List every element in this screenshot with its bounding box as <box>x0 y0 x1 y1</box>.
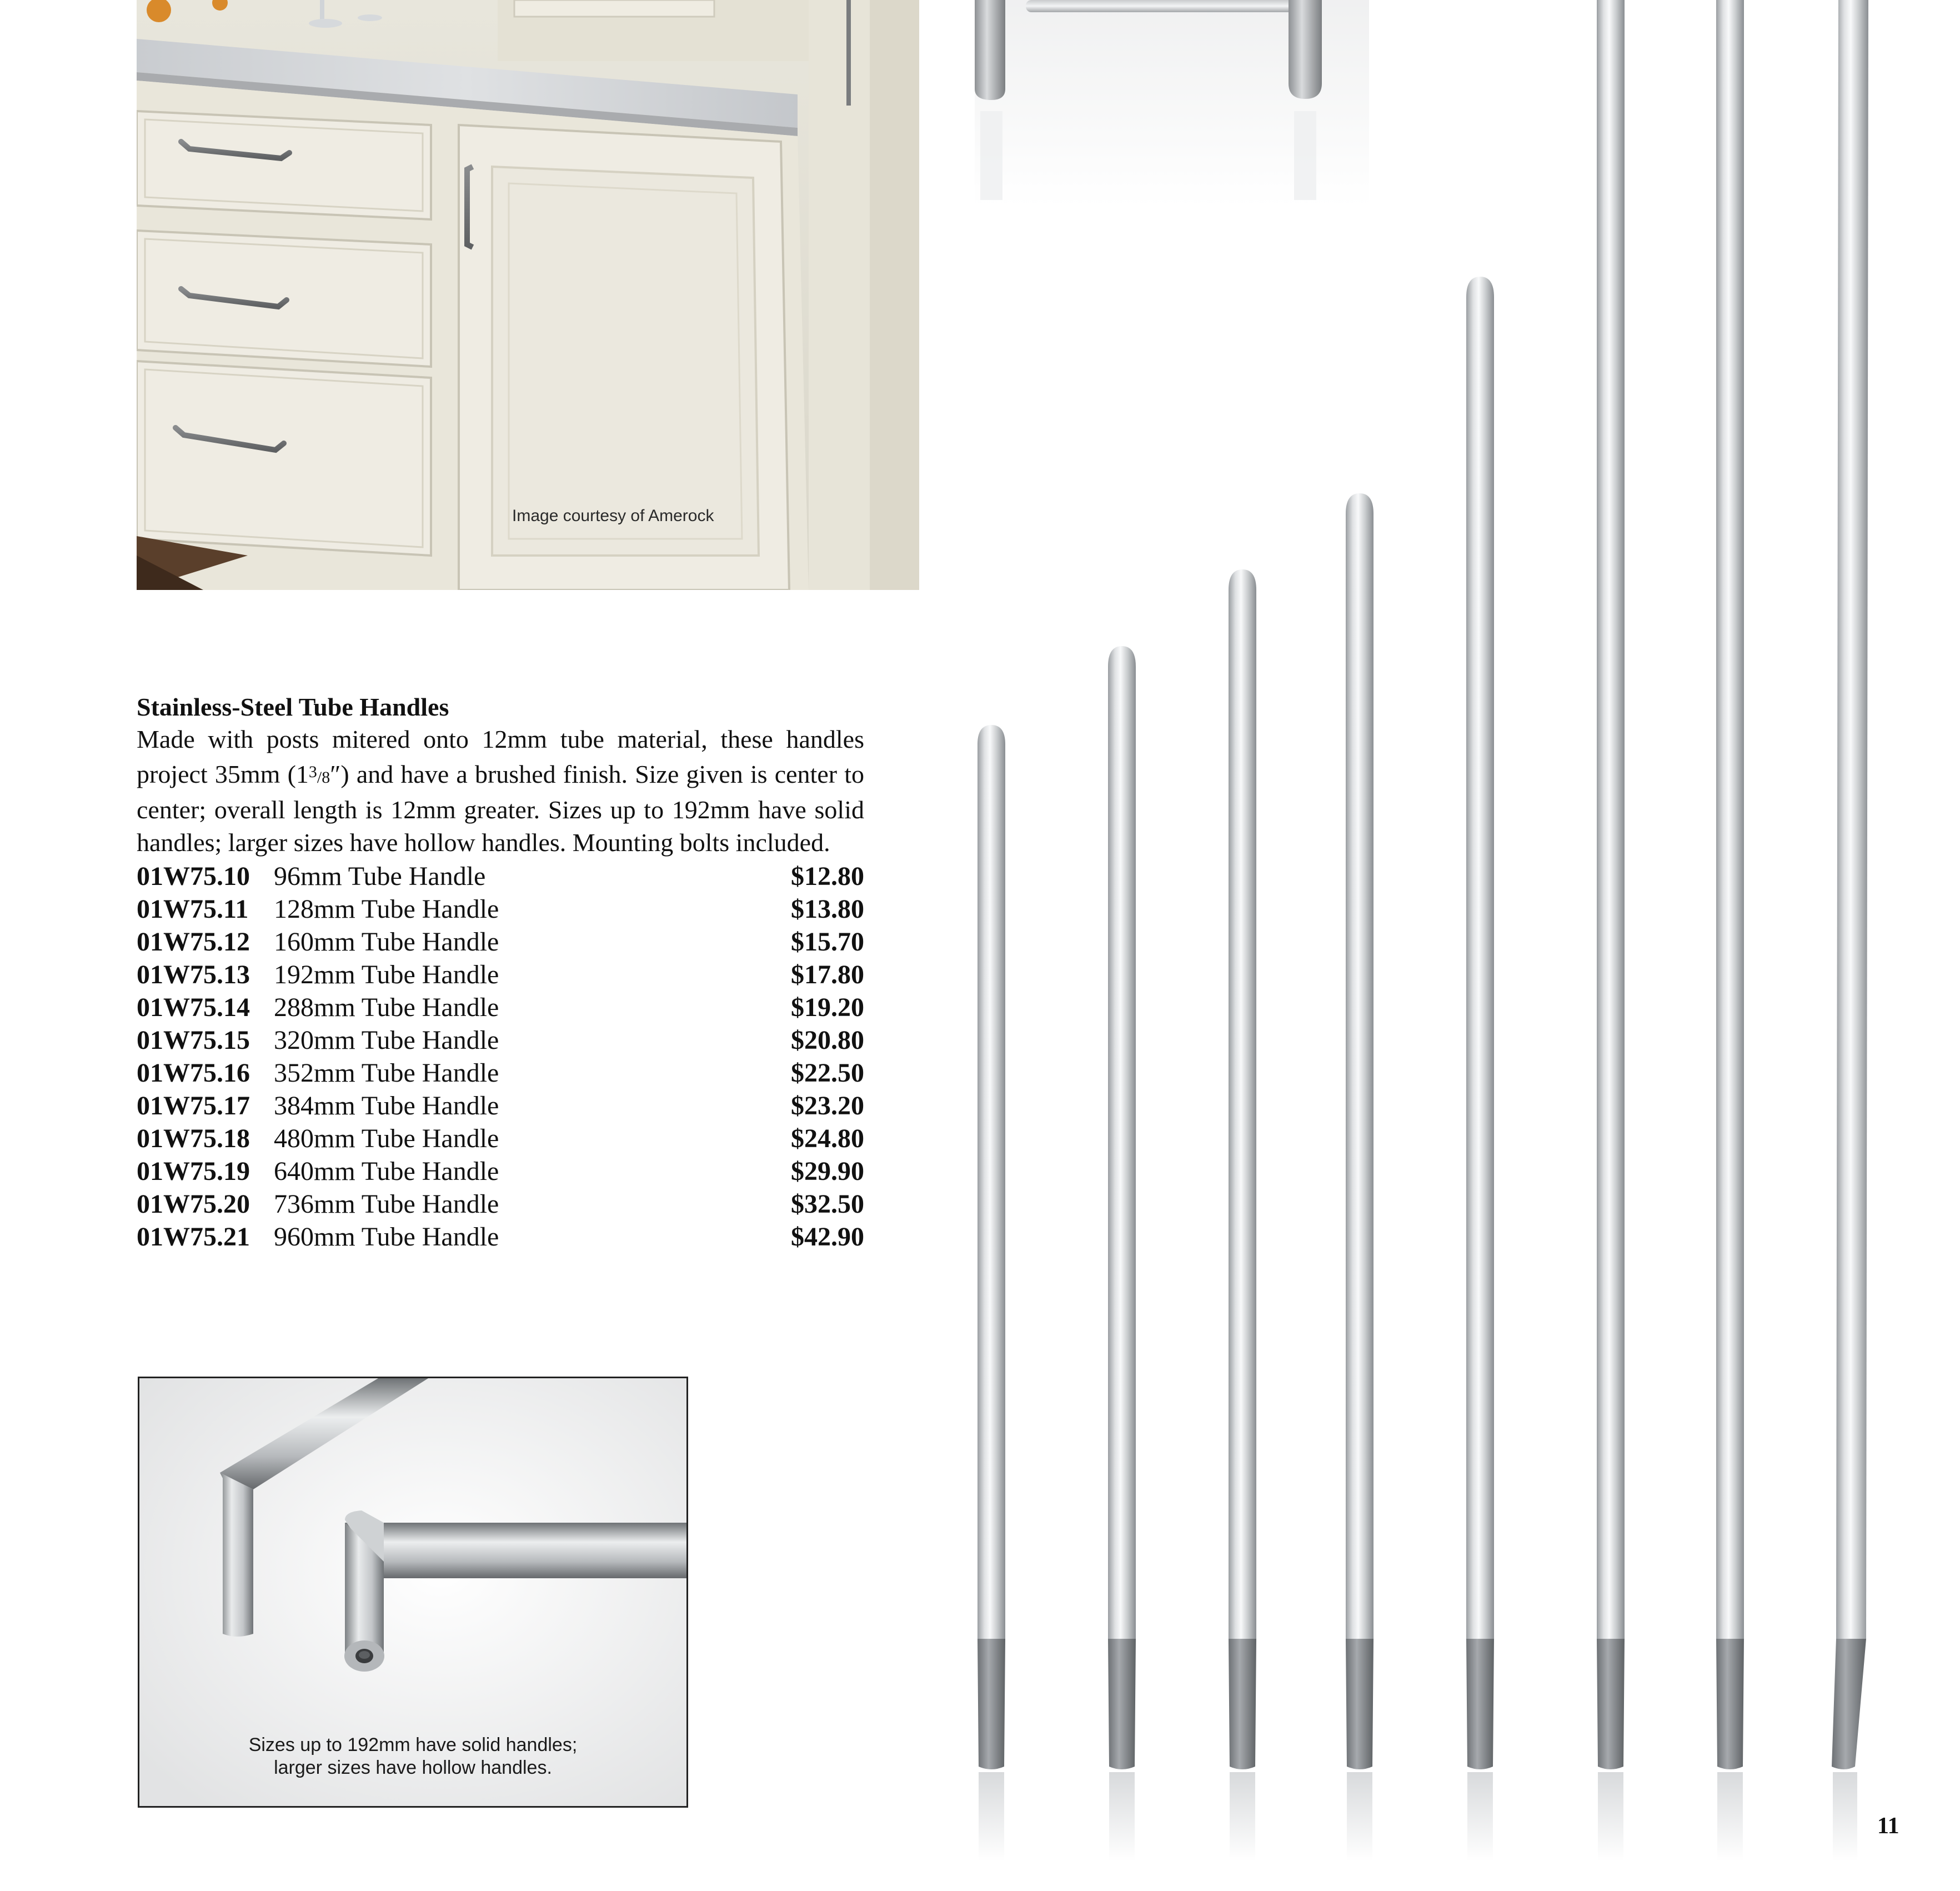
handle-rod-5 <box>1466 277 1494 1861</box>
price-row <box>137 1220 864 1253</box>
price-row <box>137 893 864 926</box>
product-title: Stainless-Steel Tube Handles <box>137 693 449 721</box>
item-sku: 01W75.15 <box>137 1025 250 1055</box>
price-row <box>137 926 864 958</box>
hollow-handle-inset <box>138 1377 688 1808</box>
item-sku: 01W75.11 <box>137 894 249 924</box>
handle-rod-6 <box>1597 0 1625 1861</box>
handle-rod-1 <box>978 725 1005 1861</box>
item-sku: 01W75.12 <box>137 927 250 957</box>
price-list <box>137 860 864 1253</box>
item-sku: 01W75.20 <box>137 1189 250 1219</box>
item-sku: 01W75.17 <box>137 1091 250 1120</box>
item-description: 960mm Tube Handle <box>274 1222 499 1252</box>
item-description: 384mm Tube Handle <box>274 1091 499 1120</box>
price-row <box>137 1188 864 1220</box>
inset-caption <box>139 1734 686 1779</box>
item-sku: 01W75.16 <box>137 1058 250 1088</box>
item-price: $13.80 <box>791 894 864 924</box>
item-price: $29.90 <box>791 1157 864 1186</box>
item-sku: 01W75.18 <box>137 1124 250 1153</box>
description-part2: ″) and have a brushed finish. Size given is center to center; overall length is 12mm greater. Sizes up to 192mm have solid handles; larger sizes have hollow handles. Mounting bolts included. <box>137 759 864 857</box>
item-price: $22.50 <box>791 1058 864 1088</box>
item-price: $17.80 <box>791 960 864 989</box>
price-row <box>137 1024 864 1057</box>
kitchen-photo <box>137 0 919 590</box>
item-sku: 01W75.13 <box>137 960 250 989</box>
price-row <box>137 1155 864 1188</box>
handle-rod-3 <box>1229 569 1256 1861</box>
item-price: $32.50 <box>791 1189 864 1219</box>
fraction-slash: / <box>317 768 322 787</box>
item-price: $19.20 <box>791 993 864 1022</box>
item-description: 160mm Tube Handle <box>274 927 499 957</box>
item-description: 736mm Tube Handle <box>274 1189 499 1219</box>
item-description: 192mm Tube Handle <box>274 960 499 989</box>
page-number: 11 <box>1877 1813 1899 1839</box>
price-row <box>137 1089 864 1122</box>
handle-rod-4 <box>1346 493 1373 1861</box>
handle-rod-2 <box>1108 646 1136 1861</box>
photo-credit: Image courtesy of Amerock <box>512 507 714 525</box>
item-price: $24.80 <box>791 1124 864 1153</box>
item-description: 320mm Tube Handle <box>274 1025 499 1055</box>
item-description: 96mm Tube Handle <box>274 862 486 891</box>
item-price: $42.90 <box>791 1222 864 1252</box>
handle-lineup-photo <box>955 0 1927 1888</box>
handle-rod-8 <box>1832 0 1868 1861</box>
item-description: 128mm Tube Handle <box>274 894 499 924</box>
description-part1: Made with posts mitered onto 12mm tube material, these handles project 35mm (1 <box>137 725 864 788</box>
price-row <box>137 1057 864 1089</box>
inset-caption-line2: larger sizes have hollow handles. <box>274 1757 552 1778</box>
item-sku: 01W75.10 <box>137 862 250 891</box>
item-price: $12.80 <box>791 862 864 891</box>
price-row <box>137 1122 864 1155</box>
product-info <box>137 691 864 1253</box>
handle-lineup-illustration <box>955 0 1927 1888</box>
price-row <box>137 991 864 1024</box>
price-row <box>137 860 864 893</box>
product-description <box>137 723 864 859</box>
item-sku: 01W75.21 <box>137 1222 250 1252</box>
fraction-numerator: 3 <box>308 762 317 781</box>
item-description: 640mm Tube Handle <box>274 1157 499 1186</box>
price-row <box>137 958 864 991</box>
kitchen-cabinet-illustration <box>137 0 919 590</box>
item-description: 352mm Tube Handle <box>274 1058 499 1088</box>
handle-rod-7 <box>1716 0 1744 1861</box>
item-price: $15.70 <box>791 927 864 957</box>
item-price: $23.20 <box>791 1091 864 1120</box>
item-sku: 01W75.14 <box>137 993 250 1022</box>
item-sku: 01W75.19 <box>137 1157 250 1186</box>
item-price: $20.80 <box>791 1025 864 1055</box>
item-description: 480mm Tube Handle <box>274 1124 499 1153</box>
item-description: 288mm Tube Handle <box>274 993 499 1022</box>
fraction-denominator: 8 <box>322 768 330 787</box>
inset-caption-line1: Sizes up to 192mm have solid handles; <box>248 1734 578 1755</box>
